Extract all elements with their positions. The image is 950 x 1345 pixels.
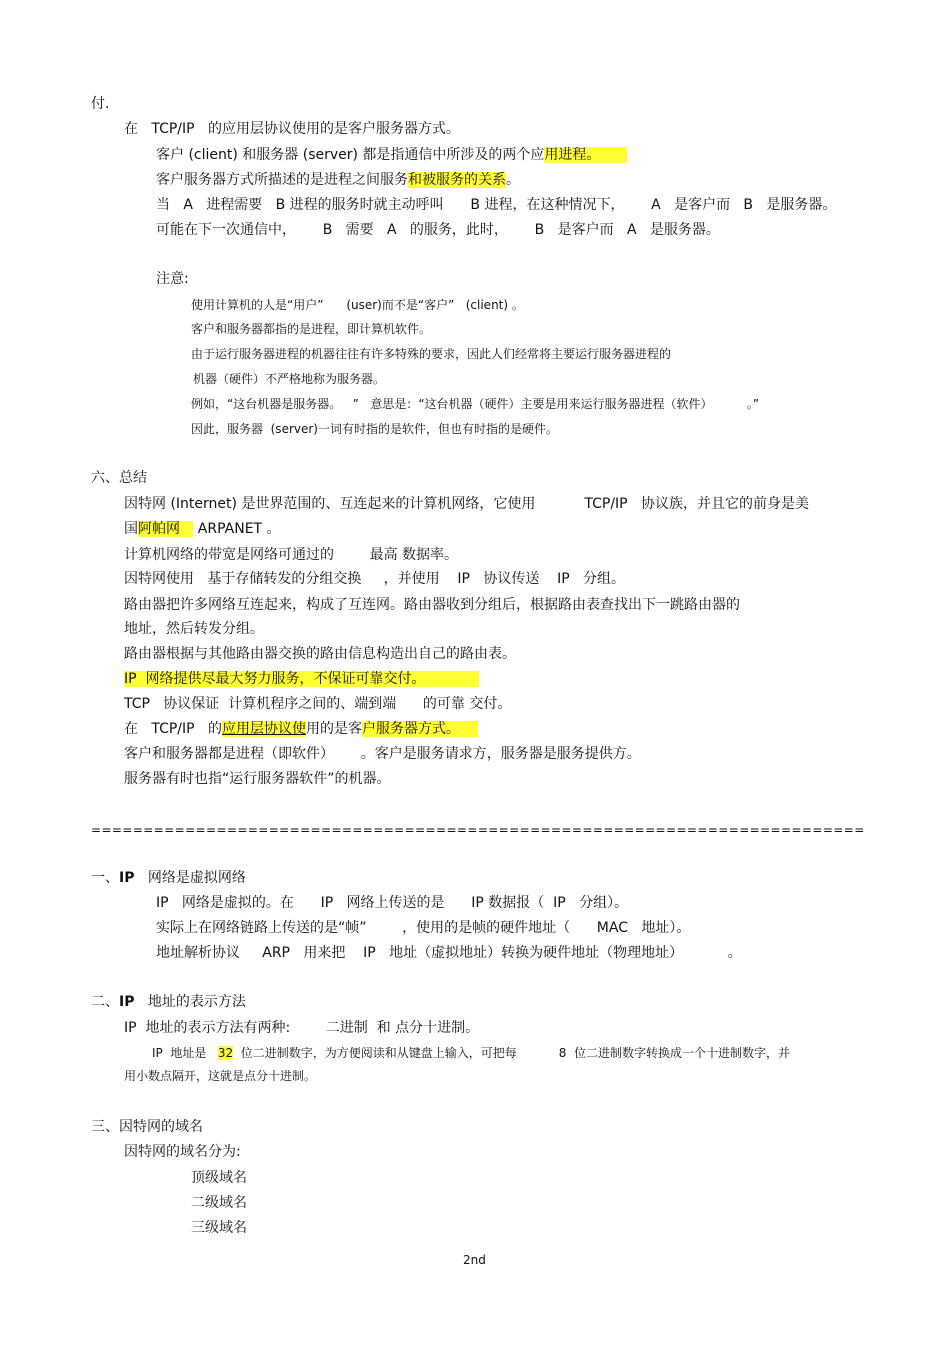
note-line: 机器（硬件）不严格地称为服务器。 — [193, 372, 386, 386]
text-line: 客户服务器方式所描述的是进程之间服务和被服务的关系。 — [156, 172, 520, 188]
text-line: 路由器把许多网络互连起来，构成了互连网。路由器收到分组后，根据路由表查找出下一跳路由器的 — [124, 597, 740, 613]
text-line: 因特网使用 基于存储转发的分组交换 ，并使用 IP 协议传送 IP 分组。 — [124, 571, 626, 587]
highlight: 户服务器方式。 — [361, 721, 478, 737]
text-line: 地址，然后转发分组。 — [124, 621, 264, 637]
highlight: 和被服务的关系 — [408, 172, 506, 188]
highlight: 32 — [217, 1046, 234, 1060]
section-heading: 六、总结 — [91, 470, 147, 486]
highlight: 用进程。 — [544, 147, 601, 163]
note-line: 例如，“这台机器是服务器。 ” 意思是：“这台机器（硬件）主要是用来运行服务器进程（软件） 。” — [191, 397, 760, 411]
text-line: IP 地址是 32 位二进制数字，为方便阅读和从键盘上输入，可把每 8 位二进制数字转换成一个十进制数字，并 — [152, 1046, 790, 1060]
separator: ========================================================================== — [91, 823, 865, 837]
text-line: 因特网的域名分为: — [124, 1144, 241, 1160]
note-line: 因此，服务器 (server)一词有时指的是软件，但也有时指的是硬件。 — [191, 422, 558, 436]
text-line: IP 网络是虚拟的。在 IP 网络上传送的是 IP 数据报（ IP 分组）。 — [156, 895, 629, 911]
text-line: 在 TCP/IP 的应用层协议使用的是客户服务器方式。 — [124, 121, 460, 137]
highlight: IP 网络提供尽最大努力服务，不保证可靠交付。 — [124, 671, 479, 687]
fragment-line: 付. — [91, 96, 110, 112]
domain-item: 二级域名 — [191, 1195, 247, 1211]
text-line: 国阿帕网 ARPANET 。 — [124, 521, 281, 537]
text-line: 因特网 (Internet) 是世界范围的、互连起来的计算机网络，它使用 TCP/IP 协议族，并且它的前身是美 — [124, 496, 809, 512]
text-line: 计算机网络的带宽是网络可通过的 最高 数据率。 — [124, 547, 459, 563]
text-line: 客户 (client) 和服务器 (server) 都是指通信中所涉及的两个应用进程。 — [156, 146, 627, 164]
text-line: TCP 协议保证 计算机程序之间的、端到端 的可靠 交付。 — [124, 696, 512, 712]
domain-item: 顶级域名 — [191, 1170, 247, 1186]
text-line: 可能在下一次通信中， B 需要 A 的服务，此时， B 是客户而 A 是服务器。 — [156, 222, 720, 238]
text-line: 当 A 进程需要 B 进程的服务时就主动呼叫 B 进程，在这种情况下， A 是客户而 B 是服务器。 — [156, 197, 837, 213]
text-line: 地址解析协议 ARP 用来把 IP 地址（虚拟地址）转换为硬件地址（物理地址） 。 — [156, 945, 742, 961]
text-line — [124, 670, 479, 688]
section-heading: 二、IP 地址的表示方法 — [91, 994, 246, 1010]
domain-item: 三级域名 — [191, 1220, 247, 1236]
text-line: 服务器有时也指“运行服务器软件”的机器。 — [124, 771, 391, 787]
highlight: 阿帕网 — [138, 521, 194, 537]
section-heading: 一、IP 网络是虚拟网络 — [91, 870, 246, 886]
highlight: 应用层协议使 — [221, 721, 306, 737]
section-heading: 三、因特网的域名 — [91, 1119, 203, 1135]
text-line: 用小数点隔开，这就是点分十进制。 — [124, 1069, 317, 1083]
text-line: IP 地址的表示方法有两种: 二进制 和 点分十进制。 — [124, 1020, 480, 1036]
page-footer: 2nd — [463, 1253, 486, 1267]
note-title: 注意: — [156, 271, 189, 287]
note-line: 由于运行服务器进程的机器往往有许多特殊的要求，因此人们经常将主要运行服务器进程的 — [191, 347, 672, 361]
text-line: 实际上在网络链路上传送的是“帧” ，使用的是帧的硬件地址（ MAC 地址）。 — [156, 920, 691, 936]
note-line: 客户和服务器都指的是进程，即计算机软件。 — [191, 322, 432, 336]
text-line: 在 TCP/IP 的应用层协议使用的是客户服务器方式。 — [124, 721, 478, 737]
text-line: 客户和服务器都是进程（即软件） 。客户是服务请求方，服务器是服务提供方。 — [124, 746, 641, 762]
text-line: 路由器根据与其他路由器交换的路由信息构造出自己的路由表。 — [124, 646, 516, 662]
note-line: 使用计算机的人是“用户” (user)而不是“客户” (client) 。 — [191, 298, 524, 312]
